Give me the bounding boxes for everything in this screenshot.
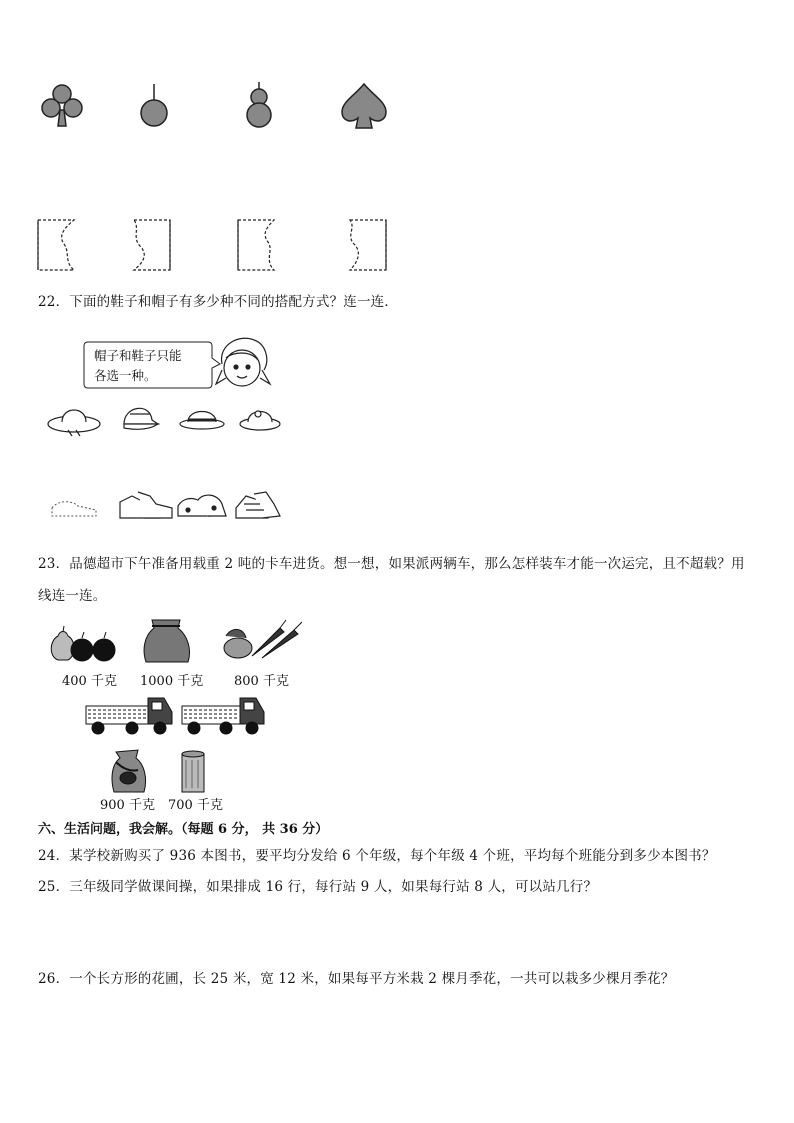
question-25: 25．三年级同学做课间操，如果排成 16 行，每行站 9 人，如果每行站 8 人，可以站几行？ <box>38 879 598 895</box>
bubble-line-2: 各选一种。 <box>94 368 157 383</box>
bubble-line-1: 帽子和鞋子只能 <box>94 348 182 363</box>
question-26: 26．一个长方形的花圃，长 25 米，宽 12 米，如果每平方米栽 2 棵月季花，一共可以栽多少棵月季花？ <box>38 971 675 987</box>
question-22: 22．下面的鞋子和帽子有多少种不同的搭配方式？连一连． <box>38 294 399 310</box>
question-23-line-1: 23．品德超市下午准备用载重 2 吨的卡车进货。想一想，如果派两辆车，那么怎样装车才能一次运完，且不超载？用 <box>38 556 745 572</box>
club-shape <box>42 85 82 126</box>
weight-label-fruit: 400 千克 <box>62 674 117 689</box>
shoe-1-icon <box>52 502 96 516</box>
sack-icon <box>144 620 189 662</box>
question-23-line-2: 线连一连。 <box>38 588 107 604</box>
hat-2-icon <box>124 408 158 429</box>
weight-label-can: 700 千克 <box>168 798 223 813</box>
shoe-2-icon <box>120 492 172 518</box>
shape-row <box>36 82 416 132</box>
vegetables-icon <box>224 620 302 658</box>
shoes-row <box>48 488 288 524</box>
section-6-heading: 六、生活问题，我会解。（每题 6 分， 共 36 分） <box>38 822 329 837</box>
trucks-row <box>84 692 274 740</box>
weight-label-vegetables: 800 千克 <box>234 674 289 689</box>
question-24: 24．某学校新购买了 936 本图书，要平均分发给 6 个年级，每个年级 4 个班，平均每个班能分到多少本图书？ <box>38 848 716 864</box>
cut-card-3 <box>238 220 274 270</box>
shoe-4-icon <box>236 492 280 518</box>
can-icon <box>182 751 204 792</box>
girl-illustration <box>214 334 272 396</box>
cut-card-1 <box>38 220 74 270</box>
cut-card-2 <box>134 220 170 270</box>
fruit-icon <box>51 626 115 661</box>
hats-row <box>46 398 286 438</box>
goods-bottom-row <box>108 748 228 796</box>
hat-3-icon <box>180 412 224 430</box>
goods-top-row <box>48 616 308 666</box>
truck-2-icon <box>182 698 264 734</box>
hat-1-icon <box>48 410 100 436</box>
gourd-shape <box>247 82 271 127</box>
hat-4-icon <box>240 411 280 430</box>
shoe-3-icon <box>178 495 226 516</box>
cut-shape-row <box>36 218 396 274</box>
cut-card-4 <box>350 220 386 270</box>
small-sack-icon <box>112 750 146 792</box>
lollipop-shape <box>141 84 167 126</box>
weight-label-sack: 1000 千克 <box>140 674 204 689</box>
weight-label-small-sack: 900 千克 <box>100 798 155 813</box>
spade-shape <box>342 84 386 128</box>
truck-1-icon <box>86 698 172 734</box>
